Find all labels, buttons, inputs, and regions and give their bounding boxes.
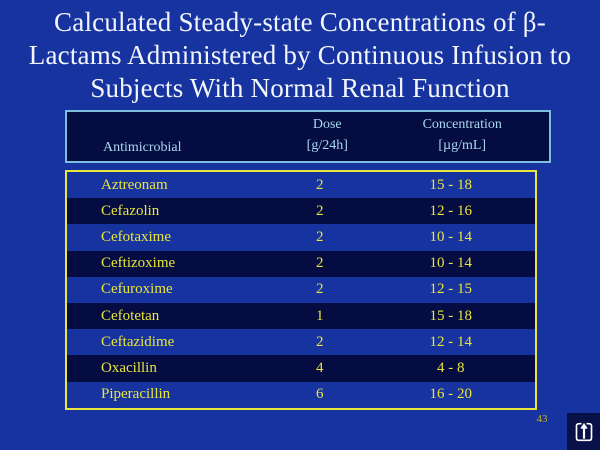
drug-name-cell: Oxacillin [101, 359, 157, 376]
dose-cell: 1 [315, 307, 324, 324]
table-row [67, 251, 535, 277]
dose-cell: 2 [315, 255, 324, 272]
drug-name-cell: Cefotetan [101, 307, 160, 324]
title-line-1: Calculated Steady-state Concentrations of β- [54, 7, 546, 37]
concentration-header [375, 114, 549, 161]
table-row [67, 382, 535, 408]
table-row [67, 303, 535, 329]
antimicrobial-header: Antimicrobial [103, 140, 182, 155]
concentration-cell: 10 - 14 [429, 255, 472, 272]
dose-cell: 2 [315, 281, 324, 298]
table-row [67, 198, 535, 224]
page-number: 43 [536, 413, 548, 425]
dose-cell: 6 [315, 386, 324, 403]
dose-cell: 2 [315, 202, 324, 219]
title-line-3: Subjects With Normal Renal Function [90, 73, 510, 103]
nav-action-button[interactable] [567, 413, 600, 450]
table-row [67, 277, 535, 303]
concentration-cell: 10 - 14 [429, 228, 472, 245]
return-up-icon [574, 421, 594, 443]
dose-cell: 2 [315, 176, 324, 193]
concentration-header-unit: [µg/mL] [438, 138, 487, 153]
concentration-cell: 12 - 16 [429, 202, 472, 219]
slide-title [14, 6, 586, 105]
concentration-cell: 12 - 15 [429, 281, 472, 298]
dose-header [279, 114, 375, 161]
drug-name-cell: Cefotaxime [101, 228, 171, 245]
dose-header-label: Dose [312, 117, 342, 132]
dose-cell: 2 [315, 228, 324, 245]
concentration-cell: 4 - 8 [436, 359, 465, 376]
drug-name-cell: Aztreonam [101, 176, 168, 193]
dose-cell: 4 [315, 359, 324, 376]
concentration-cell: 15 - 18 [429, 176, 472, 193]
dose-cell: 2 [315, 333, 324, 350]
drug-name-cell: Ceftizoxime [101, 255, 176, 272]
table-row [67, 329, 535, 355]
drug-name-cell: Cefazolin [101, 202, 160, 219]
concentration-cell: 15 - 18 [429, 307, 472, 324]
drug-name-cell: Cefuroxime [101, 281, 173, 298]
column-header-table [65, 110, 551, 163]
main-table [65, 170, 537, 410]
table-row [67, 224, 535, 250]
drug-name-cell: Piperacillin [101, 386, 171, 403]
concentration-header-label: Concentration [422, 117, 502, 132]
table-row [67, 355, 535, 381]
concentration-cell: 12 - 14 [429, 333, 472, 350]
drug-name-cell: Ceftazidime [101, 333, 175, 350]
dose-header-unit: [g/24h] [306, 138, 348, 153]
table-row [67, 172, 535, 198]
title-line-2: Lactams Administered by Continuous Infusion to [28, 40, 572, 70]
concentration-cell: 16 - 20 [429, 386, 472, 403]
